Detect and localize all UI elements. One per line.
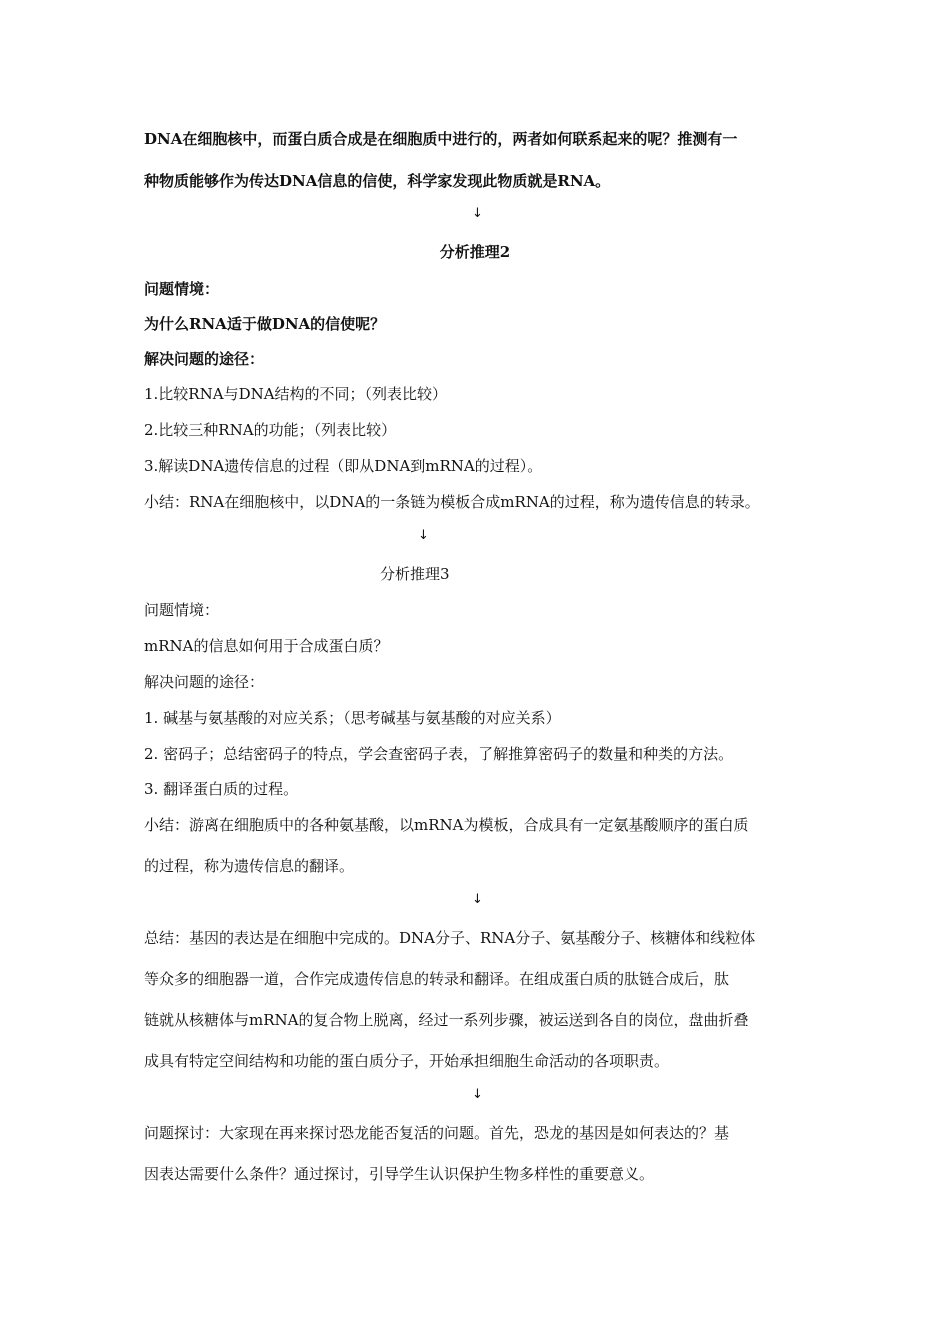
section3-summary-line-2: 的过程，称为遗传信息的翻译。 (144, 857, 355, 875)
conclusion-line-4: 成具有特定空间结构和功能的蛋白质分子，开始承担细胞生命活动的各项职责。 (144, 1052, 670, 1070)
section3-title: 分析推理3 (380, 565, 450, 583)
down-arrow-icon: ↓ (472, 1087, 483, 1102)
section2-item-2: 2.比较三种RNA的功能；（列表比较） (144, 421, 397, 439)
down-arrow-icon: ↓ (418, 528, 429, 543)
section2-problem-label: 问题情境： (144, 280, 220, 298)
conclusion-line-1: 总结：基因的表达是在细胞中完成的。DNA分子、RNA分子、氨基酸分子、核糖体和线粒体 (144, 929, 756, 947)
section2-title: 分析推理2 (439, 243, 511, 261)
section3-approach-label: 解决问题的途径： (144, 673, 265, 691)
section2-approach-label: 解决问题的途径： (144, 350, 265, 368)
conclusion-line-3: 链就从核糖体与mRNA的复合物上脱离，经过一系列步骤，被运送到各自的岗位，盘曲折叠 (144, 1011, 749, 1029)
section2-item-1: 1.比较RNA与DNA结构的不同；（列表比较） (144, 385, 448, 403)
section3-question: mRNA的信息如何用于合成蛋白质？ (144, 637, 389, 655)
down-arrow-icon: ↓ (472, 206, 483, 221)
section3-item-1: 1. 碱基与氨基酸的对应关系；（思考碱基与氨基酸的对应关系） (144, 709, 561, 727)
discussion-line-1: 问题探讨：大家现在再来探讨恐龙能否复活的问题。首先，恐龙的基因是如何表达的？基 (144, 1124, 730, 1142)
section3-problem-label: 问题情境： (144, 601, 220, 619)
section3-item-3: 3. 翻译蛋白质的过程。 (144, 780, 299, 798)
section3-summary-line-1: 小结：游离在细胞质中的各种氨基酸，以mRNA为模板，合成具有一定氨基酸顺序的蛋白质 (144, 816, 749, 834)
section2-question: 为什么RNA适于做DNA的信使呢？ (144, 315, 386, 333)
conclusion-line-2: 等众多的细胞器一道，合作完成遗传信息的转录和翻译。在组成蛋白质的肽链合成后，肽 (144, 970, 730, 988)
intro-line-1: DNA在细胞核中，而蛋白质合成是在细胞质中进行的，两者如何联系起来的呢？推测有一 (144, 130, 738, 148)
section2-summary: 小结：RNA在细胞核中，以DNA的一条链为模板合成mRNA的过程，称为遗传信息的转录。 (144, 493, 760, 511)
discussion-line-2: 因表达需要什么条件？通过探讨，引导学生认识保护生物多样性的重要意义。 (144, 1165, 655, 1183)
section3-item-2: 2. 密码子；总结密码子的特点，学会查密码子表，了解推算密码子的数量和种类的方法。 (144, 745, 734, 763)
intro-line-2: 种物质能够作为传达DNA信息的信使，科学家发现此物质就是RNA。 (144, 172, 611, 190)
section2-item-3: 3.解读DNA遗传信息的过程（即从DNA到mRNA的过程）。 (144, 457, 543, 475)
down-arrow-icon: ↓ (472, 892, 483, 907)
